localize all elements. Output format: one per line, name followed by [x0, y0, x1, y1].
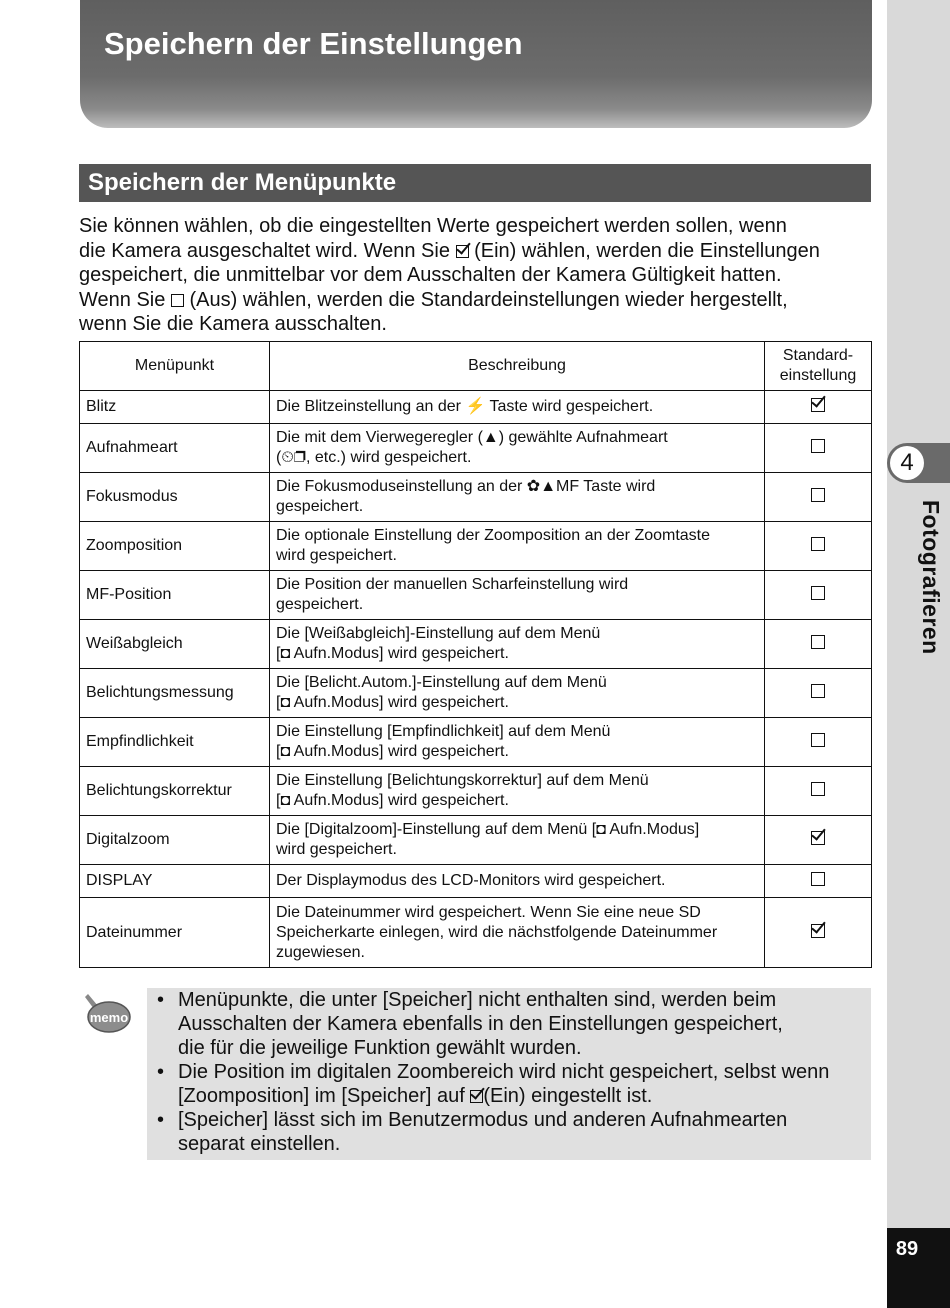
row-description: Der Displaymodus des LCD-Monitors wird gespeichert.: [270, 865, 765, 898]
checked-box-icon: [470, 1090, 483, 1103]
checked-box-icon: [811, 398, 825, 412]
empty-box-icon: [811, 872, 825, 886]
row-description: Die Fokusmoduseinstellung an der ✿▲MF Taste wird gespeichert.: [270, 473, 765, 522]
row-item: Weißabgleich: [80, 620, 270, 669]
memo-item: • Die Position im digitalen Zoombereich wird nicht gespeichert, selbst wenn [Zoomposition] im [Speicher] auf (Ein) eingestellt ist.: [157, 1060, 857, 1108]
intro-text: (Aus) wählen, werden die Standardeinstellungen wieder hergestellt,: [189, 288, 788, 311]
empty-box-icon: [811, 488, 825, 502]
intro-line: [79, 239, 871, 264]
intro-line: Sie können wählen, ob die eingestellten Werte gespeichert werden sollen, wenn: [79, 215, 787, 237]
chapter-number: 4: [890, 446, 924, 480]
row-item: MF-Position: [80, 571, 270, 620]
row-item: Belichtungskorrektur: [80, 767, 270, 816]
row-item: Belichtungsmessung: [80, 669, 270, 718]
memo-item: • [Speicher] lässt sich im Benutzermodus und anderen Aufnahmearten separat einstellen.: [157, 1108, 857, 1156]
row-item: Fokusmodus: [80, 473, 270, 522]
table-row: [80, 473, 872, 522]
row-description: Die Blitzeinstellung an der ⚡ Taste wird gespeichert.: [270, 391, 765, 424]
row-item: DISPLAY: [80, 865, 270, 898]
row-description: Die [Weißabgleich]-Einstellung auf dem Menü [◘ Aufn.Modus] wird gespeichert.: [270, 620, 765, 669]
intro-line: wenn Sie die Kamera ausschalten.: [79, 313, 387, 335]
row-item: Dateinummer: [80, 898, 270, 968]
table-row: [80, 898, 872, 968]
table-row: [80, 767, 872, 816]
empty-box-icon: [171, 294, 184, 307]
chapter-title: Fotografieren: [918, 500, 944, 655]
table-row: [80, 620, 872, 669]
row-item: Zoomposition: [80, 522, 270, 571]
empty-box-icon: [811, 684, 825, 698]
intro-text: Wenn Sie: [79, 288, 166, 311]
flash-icon: ⚡: [465, 398, 486, 415]
row-description: Die [Belicht.Autom.]-Einstellung auf dem Menü [◘ Aufn.Modus] wird gespeichert.: [270, 669, 765, 718]
empty-box-icon: [811, 537, 825, 551]
empty-box-icon: [811, 586, 825, 600]
memory-settings-table: [79, 341, 872, 968]
row-item: Blitz: [80, 391, 270, 424]
row-description: Die [Digitalzoom]-Einstellung auf dem Menü [◘ Aufn.Modus] wird gespeichert.: [270, 816, 765, 865]
table-row: [80, 424, 872, 473]
row-description: Die mit dem Vierwegeregler (▲) gewählte Aufnahmeart (⏲❐, etc.) wird gespeichert.: [270, 424, 765, 473]
intro-paragraph: [79, 214, 871, 337]
empty-box-icon: [811, 635, 825, 649]
empty-box-icon: [811, 733, 825, 747]
table-row: [80, 718, 872, 767]
table-row: [80, 865, 872, 898]
memo-icon: [82, 992, 132, 1036]
memo-box: [147, 988, 871, 1160]
memo-item: • Menüpunkte, die unter [Speicher] nicht enthalten sind, werden beim Ausschalten der Kamera ebenfalls in den Einstellungen gespeichert, die für die jeweilige Funktion gewählt wurden.: [157, 988, 857, 1060]
row-description: Die Dateinummer wird gespeichert. Wenn Sie eine neue SD Speicherkarte einlegen, wird die nächstfolgende Dateinummer zugewiesen.: [270, 898, 765, 968]
table-row: [80, 816, 872, 865]
header-description: Beschreibung: [270, 342, 765, 391]
row-description: Die Einstellung [Belichtungskorrektur] auf dem Menü [◘ Aufn.Modus] wird gespeichert.: [270, 767, 765, 816]
table-row: [80, 391, 872, 424]
row-item: Aufnahmeart: [80, 424, 270, 473]
empty-box-icon: [811, 782, 825, 796]
row-item: Digitalzoom: [80, 816, 270, 865]
svg-text:memo: memo: [89, 1010, 129, 1025]
section-title: Speichern der Menüpunkte: [88, 169, 397, 196]
row-description: Die optionale Einstellung der Zoomposition an der Zoomtaste wird gespeichert.: [270, 522, 765, 571]
row-item: Empfindlichkeit: [80, 718, 270, 767]
checked-box-icon: [811, 831, 825, 845]
header-item: Menüpunkt: [80, 342, 270, 391]
page-number: 89: [895, 1238, 919, 1260]
page-title: Speichern der Einstellungen: [104, 26, 523, 61]
page-number-box: [887, 1228, 950, 1308]
table-row: [80, 669, 872, 718]
header-default: Standard- einstellung: [765, 342, 872, 391]
row-description: Die Einstellung [Empfindlichkeit] auf dem Menü [◘ Aufn.Modus] wird gespeichert.: [270, 718, 765, 767]
intro-text: (Ein) wählen, werden die Einstellungen: [474, 239, 820, 262]
row-description: Die Position der manuellen Scharfeinstellung wird gespeichert.: [270, 571, 765, 620]
table-row: [80, 571, 872, 620]
checked-box-icon: [456, 245, 469, 258]
section-header: [79, 164, 871, 202]
intro-text: die Kamera ausgeschaltet wird. Wenn Sie: [79, 239, 450, 262]
table-row: [80, 522, 872, 571]
memo-list: [157, 988, 857, 1156]
table-header-row: [80, 342, 872, 391]
intro-line: gespeichert, die unmittelbar vor dem Ausschalten der Kamera Gültigkeit hatten.: [79, 264, 782, 286]
checked-box-icon: [811, 924, 825, 938]
title-banner: [80, 0, 872, 128]
intro-line: [79, 288, 871, 313]
empty-box-icon: [811, 439, 825, 453]
